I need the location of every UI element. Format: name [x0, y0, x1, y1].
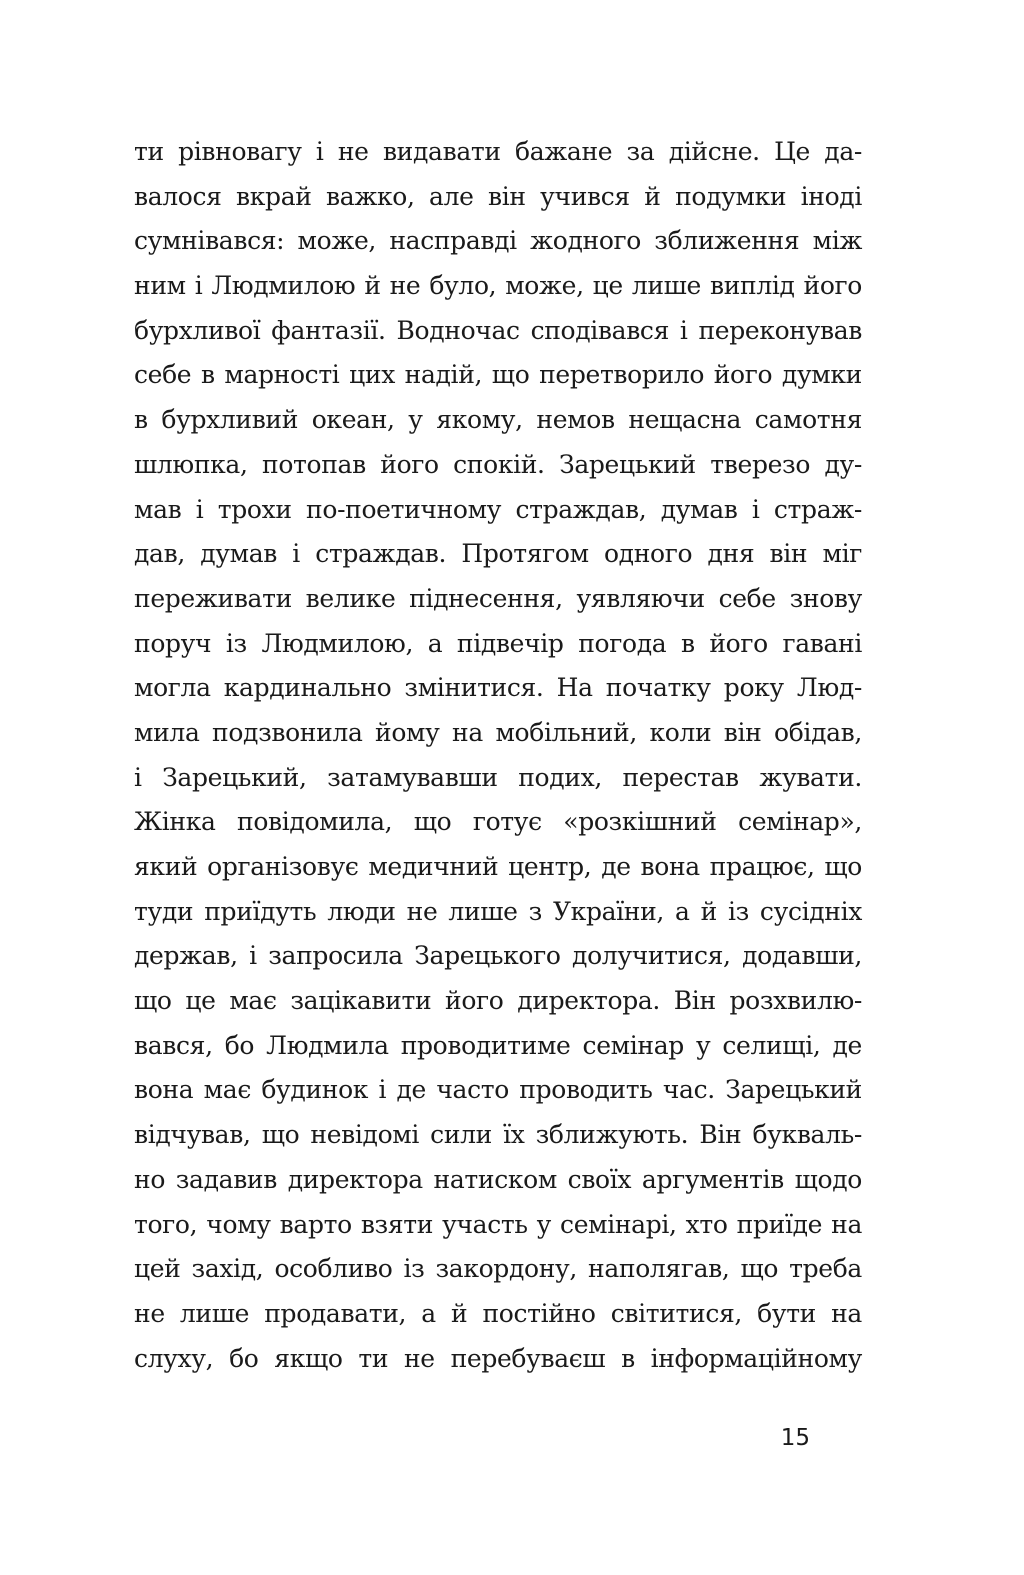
text-line: валося вкрай важко, але він учився й подумки іноді: [134, 181, 862, 211]
text-line: ним і Людмилою й не було, може, це лише виплід його: [134, 271, 862, 301]
text-line: мила подзвонила йому на мобільний, коли він обідав,: [134, 717, 862, 747]
text-line: ти рівновагу і не видавати бажане за дійсне. Це да-: [134, 137, 862, 166]
text-line: вався, бо Людмила проводитиме семінар у селищі, де: [134, 1030, 862, 1060]
text-line: того, чому варто взяти участь у семінарі, хто приїде на: [134, 1209, 862, 1239]
text-line: себе в марності цих надій, що перетворило його думки: [134, 360, 862, 390]
body-text: [134, 130, 862, 1381]
page-number: 15: [780, 1425, 810, 1451]
text-line: який організовує медичний центр, де вона працює, що: [134, 852, 862, 881]
text-line: в бурхливий океан, у якому, немов нещасна самотня: [134, 405, 862, 435]
text-line: вона має будинок і де часто проводить час. Зарецький: [134, 1075, 862, 1105]
text-line: що це має зацікавити його директора. Він розхвилю-: [134, 986, 862, 1016]
text-line: но задавив директора натиском своїх аргументів щодо: [134, 1164, 862, 1194]
text-line: бурхливої фантазії. Водночас сподівався і переконував: [134, 315, 862, 345]
text-line: сумнівався: може, насправді жодного зближення між: [134, 226, 862, 256]
text-line: переживати велике піднесення, уявляючи себе знову: [134, 583, 862, 613]
text-line: шлюпка, потопав його спокій. Зарецький тверезо ду-: [134, 449, 862, 479]
text-line: відчував, що невідомі сили їх зближують. Він букваль-: [134, 1120, 862, 1150]
text-line: цей захід, особливо із закордону, наполягав, що треба: [134, 1254, 862, 1284]
text-line: не лише продавати, а й постійно світитися, бути на: [134, 1298, 862, 1328]
text-line: поруч із Людмилою, а підвечір погода в його гавані: [134, 628, 862, 658]
text-line: і Зарецький, затамувавши подих, перестав жувати.: [134, 762, 862, 792]
text-line: дав, думав і страждав. Протягом одного дня він міг: [134, 539, 862, 569]
text-line: держав, і запросила Зарецького долучитися, додавши,: [134, 941, 862, 971]
text-line: туди приїдуть люди не лише з України, а й із сусідніх: [134, 896, 862, 926]
text-line: могла кардинально змінитися. На початку року Люд-: [134, 673, 862, 703]
text-line: мав і трохи по-поетичному страждав, думав і страж-: [134, 494, 862, 524]
text-line: Жінка повідомила, що готує «розкішний семінар»,: [134, 807, 862, 837]
text-line: слуху, бо якщо ти не перебуваєш в інформаційному: [134, 1343, 862, 1373]
